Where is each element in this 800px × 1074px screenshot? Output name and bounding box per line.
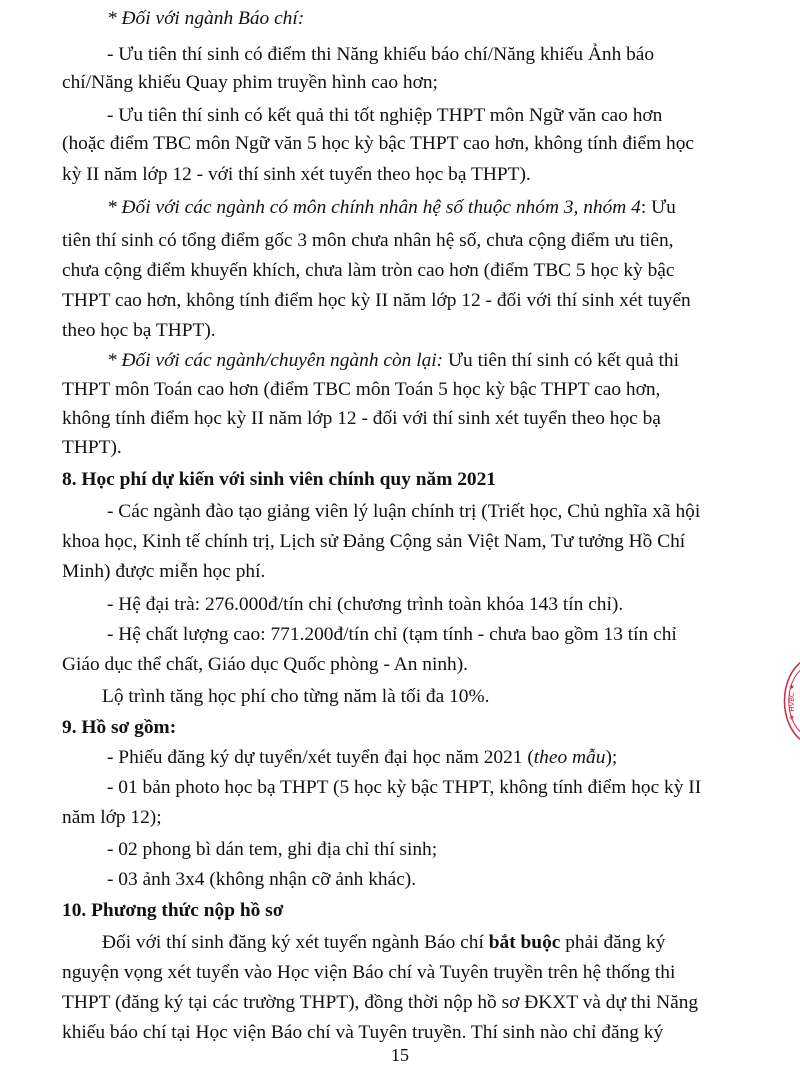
text-line: - Các ngành đào tạo giảng viên lý luận chính trị (Triết học, Chủ nghĩa xã hội — [107, 501, 701, 522]
text-run: - Phiếu đăng ký dự tuyển/xét tuyển đại học năm 2021 ( — [107, 747, 534, 768]
svg-text:★ HVBC ★: ★ HVBC ★ — [788, 683, 796, 721]
text-line: (hoặc điểm TBC môn Ngữ văn 5 học kỳ bậc THPT cao hơn, không tính điểm học — [62, 133, 695, 154]
text-line: THPT). — [62, 437, 122, 458]
page-number: 15 — [391, 1045, 409, 1065]
section-heading-8: 8. Học phí dự kiến với sinh viên chính quy năm 2021 — [62, 469, 497, 490]
text-line: tiên thí sinh có tổng điểm gốc 3 môn chưa nhân hệ số, chưa cộng điểm ưu tiên, — [62, 230, 674, 251]
text-line: THPT (đăng ký tại các trường THPT), đồng thời nộp hồ sơ ĐKXT và dự thi Năng — [62, 992, 699, 1013]
section-heading-10: 10. Phương thức nộp hồ sơ — [62, 900, 284, 921]
italic-heading: * Đối với các ngành có môn chính nhân hệ số thuộc nhóm 3, nhóm 4 — [107, 197, 641, 218]
paragraph-line — [107, 745, 617, 771]
text-line: THPT cao hơn, không tính điểm học kỳ II năm lớp 12 - đối với thí sinh xét tuyển — [62, 290, 691, 311]
text-line: - 01 bản photo học bạ THPT (5 học kỳ bậc THPT, không tính điểm học kỳ II — [107, 777, 702, 798]
text-run: Đối với thí sinh đăng ký xét tuyển ngành Báo chí — [102, 932, 489, 953]
text-run: : Ưu — [640, 197, 676, 218]
italic-heading: * Đối với các ngành/chuyên ngành còn lại: — [107, 350, 444, 371]
bold-run: bắt buộc — [488, 932, 561, 953]
text-line: - Hệ chất lượng cao: 771.200đ/tín chỉ (tạm tính - chưa bao gồm 13 tín chỉ — [107, 624, 677, 645]
text-line: khoa học, Kinh tế chính trị, Lịch sử Đảng Cộng sản Việt Nam, Tư tưởng Hồ Chí — [62, 531, 686, 552]
text-line: theo học bạ THPT). — [62, 320, 216, 341]
text-line: nguyện vọng xét tuyển vào Học viện Báo chí và Tuyên truyền trên hệ thống thi — [62, 962, 676, 983]
heading-bao-chi: * Đối với ngành Báo chí: — [107, 8, 305, 29]
text-line: - Hệ đại trà: 276.000đ/tín chỉ (chương trình toàn khóa 143 tín chỉ). — [107, 594, 624, 615]
text-run: phải đăng ký — [560, 932, 666, 953]
stamp-seal-icon — [770, 658, 800, 744]
text-line: THPT môn Toán cao hơn (điểm TBC môn Toán 5 học kỳ bậc THPT cao hơn, — [62, 379, 661, 400]
text-run: Ưu tiên thí sinh có kết quả thi — [443, 350, 679, 371]
paragraph-line — [107, 348, 679, 374]
text-line: - Ưu tiên thí sinh có điểm thi Năng khiếu báo chí/Năng khiếu Ảnh báo — [107, 44, 655, 65]
text-line: chưa cộng điểm khuyến khích, chưa làm tròn cao hơn (điểm TBC 5 học kỳ bậc — [62, 260, 675, 281]
text-line: Lộ trình tăng học phí cho từng năm là tối đa 10%. — [102, 686, 490, 707]
text-line: kỳ II năm lớp 12 - với thí sinh xét tuyển theo học bạ THPT). — [62, 164, 531, 185]
text-line: Minh) được miễn học phí. — [62, 561, 266, 582]
text-run: ); — [605, 747, 618, 768]
section-heading-9: 9. Hồ sơ gồm: — [62, 717, 177, 738]
text-line: khiếu báo chí tại Học viện Báo chí và Tuyên truyền. Thí sinh nào chỉ đăng ký — [62, 1022, 664, 1043]
paragraph-line — [107, 195, 676, 221]
text-line: - Ưu tiên thí sinh có kết quả thi tốt nghiệp THPT môn Ngữ văn cao hơn — [107, 105, 663, 126]
text-line: không tính điểm học kỳ II năm lớp 12 - đối với thí sinh xét tuyển theo học bạ — [62, 408, 661, 429]
text-line: - 02 phong bì dán tem, ghi địa chỉ thí sinh; — [107, 839, 438, 860]
text-line: năm lớp 12); — [62, 807, 162, 828]
text-line: Giáo dục thể chất, Giáo dục Quốc phòng - An ninh). — [62, 654, 469, 675]
text-line: chí/Năng khiếu Quay phim truyền hình cao hơn; — [62, 72, 438, 93]
italic-run: theo mẫu — [533, 747, 606, 768]
text-line: - 03 ảnh 3x4 (không nhận cỡ ảnh khác). — [107, 869, 417, 890]
paragraph-line — [102, 930, 665, 956]
